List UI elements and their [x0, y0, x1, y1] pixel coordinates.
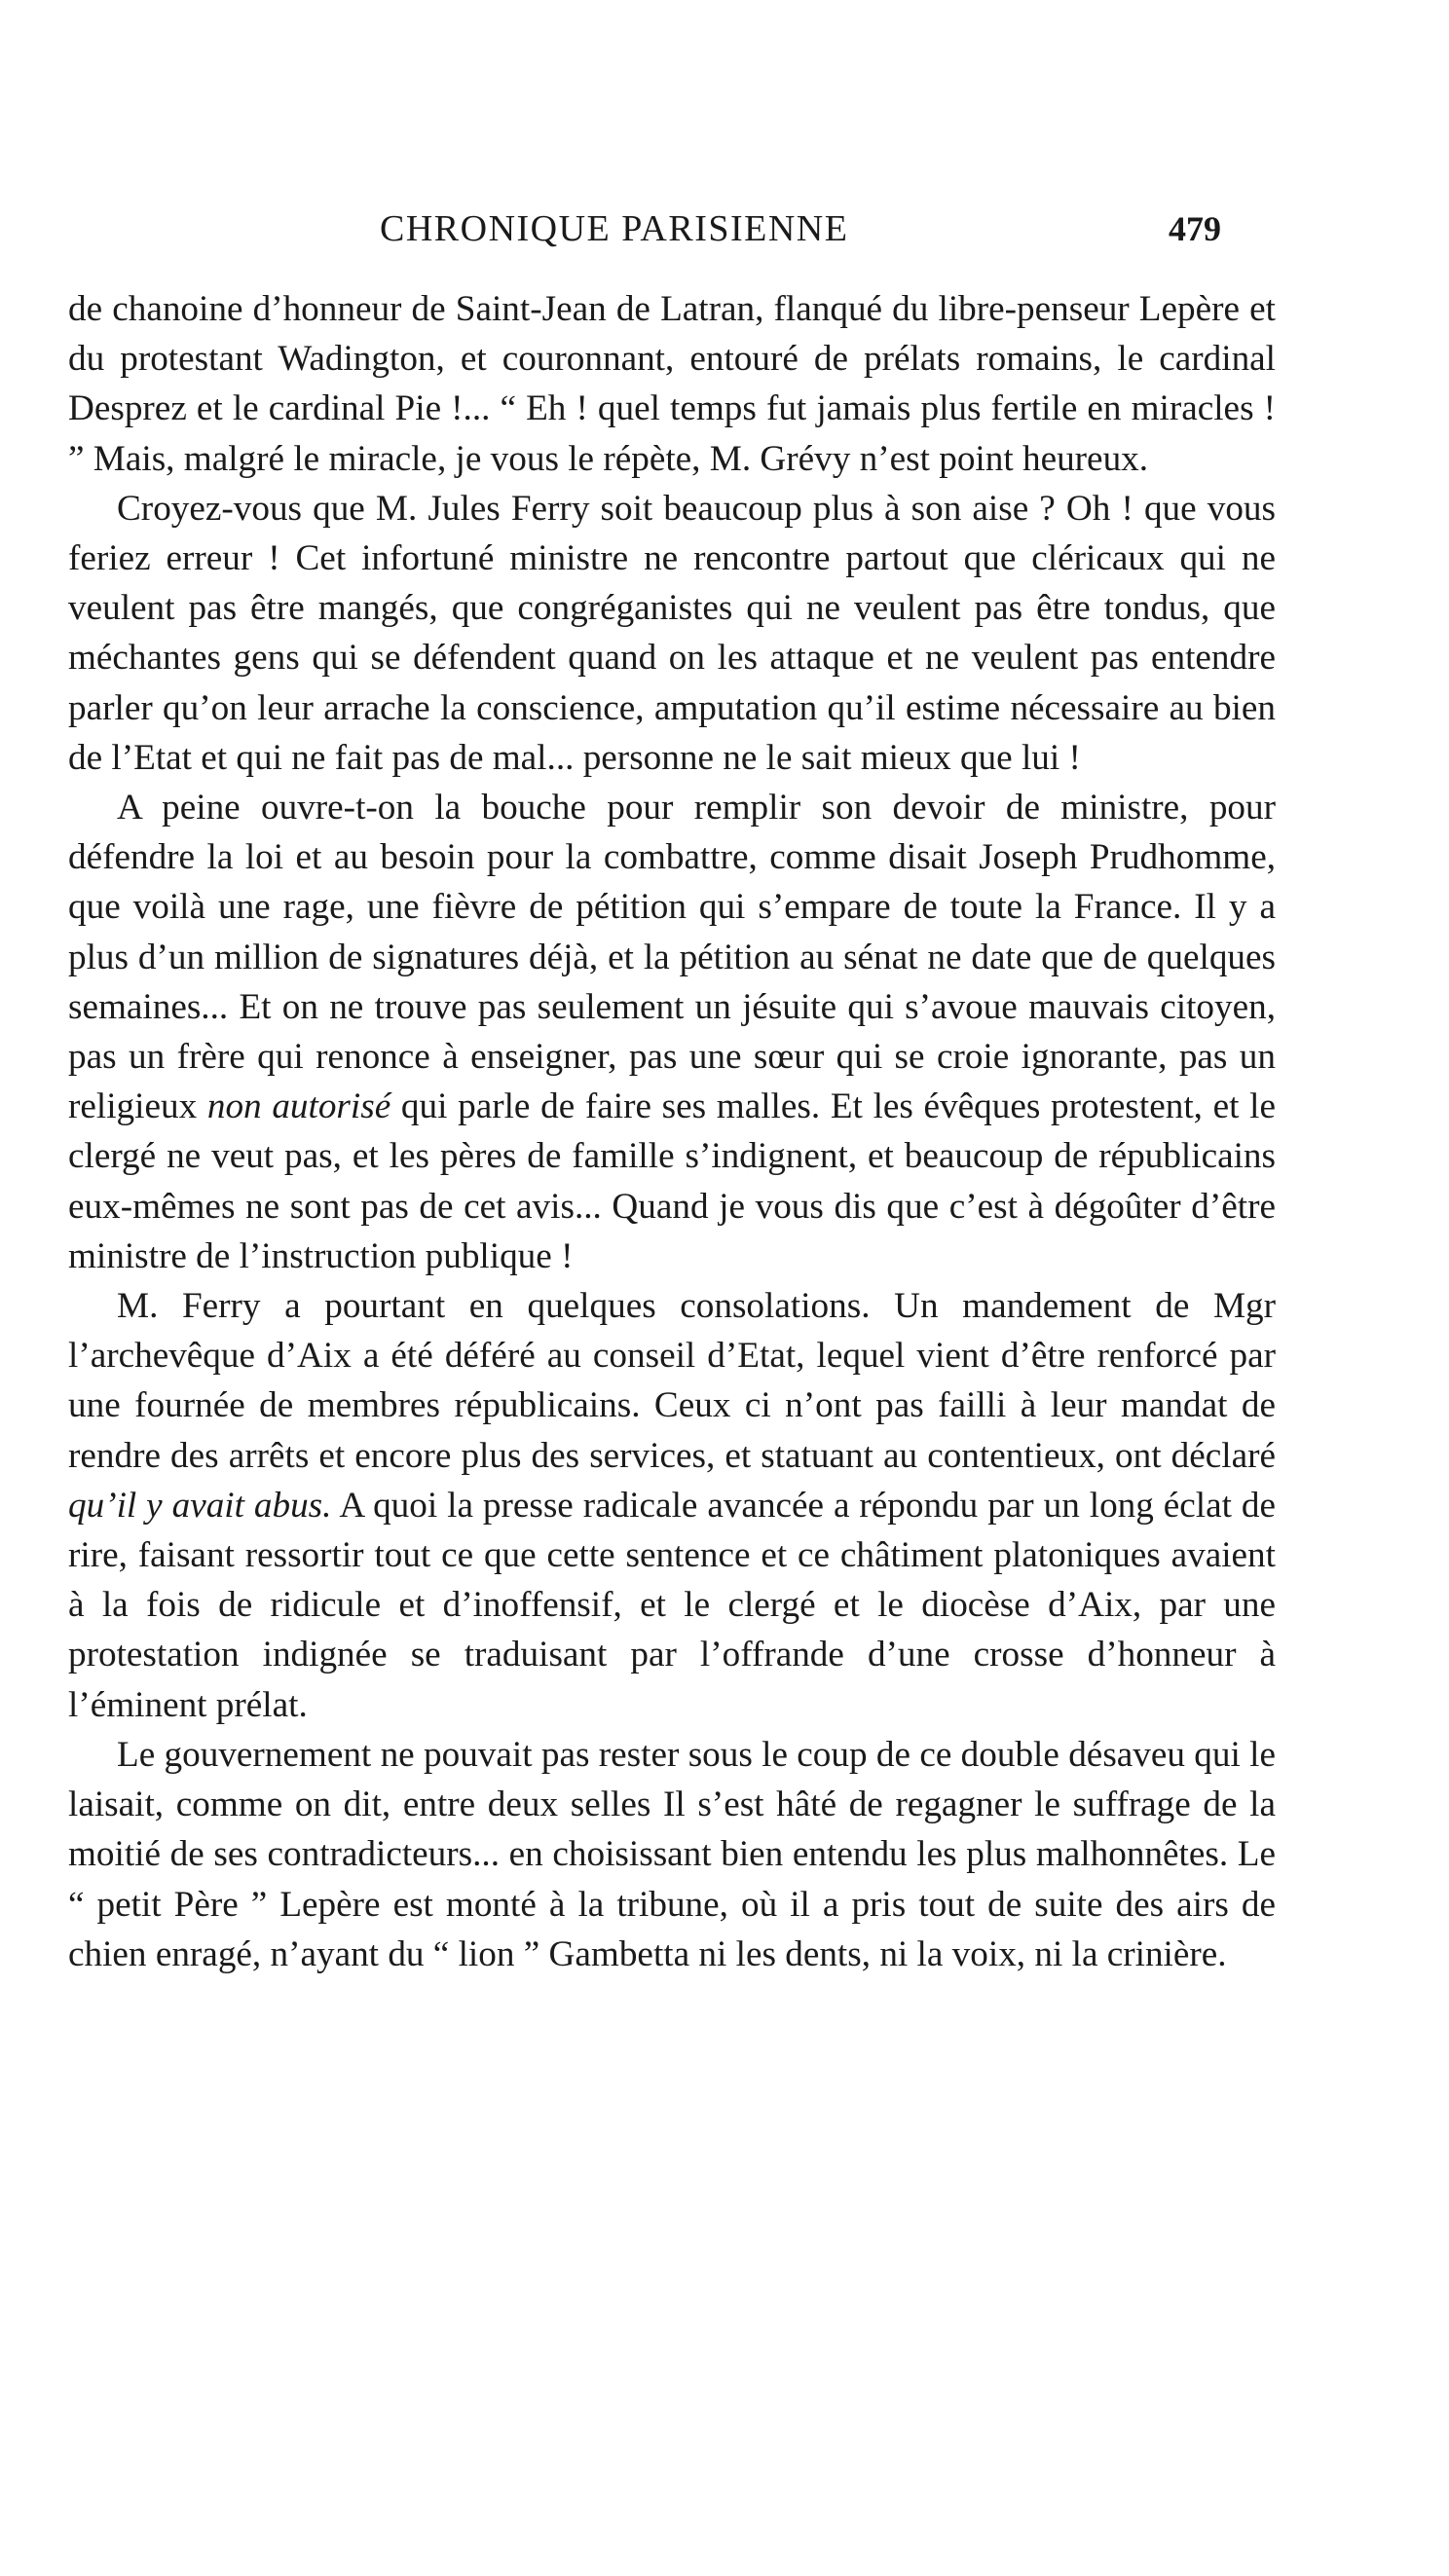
- italic-abus: qu’il y avait abus.: [68, 1485, 332, 1526]
- paragraph-gouvernement: Le gouvernement ne pouvait pas rester sous le coup de ce double désaveu qui le laisait, comme on dit, entre deux selles Il s’est hâté de regagner le suffrage de la moitié de ses contradicteurs... en choisissant bien entendu les plus malhonnêtes. Le “ petit Père ” Lepère est monté à la tribune, où il a pris tout de suite des airs de chien enragé, n’ayant du “ lion ” Gambetta ni les dents, ni la voix, ni la crinière.: [68, 1734, 1276, 1974]
- page-number: 479: [1169, 209, 1221, 248]
- paragraph-petition-start: A peine ouvre-t-on la bouche pour remplir son devoir de ministre, pour défendre la loi et au besoin pour la combattre, comme disait Joseph Prudhomme, que voilà une rage, une fièvre de pétition qui s’empare de toute la France. Il y a plus d’un million de signatures déjà, et la pétition au sénat ne date que de quelques semaines... Et on ne trouve pas seulement un jésuite qui s’avoue mauvais citoyen, pas un frère qui renonce à enseigner, pas une sœur qui se croie ignorante, pas un religieux: [68, 788, 1276, 1127]
- paragraph-consolations: [68, 1281, 1276, 1730]
- body-text: [68, 284, 1276, 1979]
- paragraph-consolations-end: A quoi la presse radicale avancée a répondu par un long éclat de rire, faisant ressortir tout ce que cette sentence et ce châtiment platoniques avaient à la fois de ridicule et d’inoffensif, et le clergé et le diocèse d’Aix, par une protestation indignée se traduisant par l’offrande d’une crosse d’honneur à l’éminent prélat.: [68, 1485, 1276, 1725]
- italic-non-autorise: non autorisé: [206, 1086, 391, 1127]
- paragraph-petition-end: qui parle de faire ses malles. Et les évêques protestent, et le clergé ne veut pas, et les pères de famille s’indignent, et beaucoup de républicains eux-mêmes ne sont pas de cet avis... Quand je vous dis que c’est à dégoûter d’être ministre de l’instruction publique !: [68, 1086, 1276, 1276]
- paragraph-continuation: de chanoine d’honneur de Saint-Jean de Latran, flanqué du libre-penseur Lepère et du protestant Wadington, et couronnant, entouré de prélats romains, le cardinal Desprez et le cardinal Pie !... “ Eh ! quel temps fut jamais plus fertile en miracles ! ” Mais, malgré le miracle, je vous le répète, M. Grévy n’est point heureux.: [68, 289, 1276, 479]
- running-head: [0, 200, 1449, 258]
- paragraph-ferry: Croyez-vous que M. Jules Ferry soit beaucoup plus à son aise ? Oh ! que vous feriez erreur ! Cet infortuné ministre ne rencontre partout que cléricaux qui ne veulent pas être mangés, que congréganistes qui ne veulent pas être tondus, que méchantes gens qui se défendent quand on les attaque et ne veulent pas entendre parler qu’on leur arrache la conscience, amputation qu’il estime nécessaire au bien de l’Etat et qui ne fait pas de mal... personne ne le sait mieux que lui !: [68, 488, 1276, 778]
- paragraph-consolations-start: M. Ferry a pourtant en quelques consolations. Un mandement de Mgr l’archevêque d’Aix a été déféré au conseil d’Etat, lequel vient d’être renforcé par une fournée de membres républicains. Ceux ci n’ont pas failli à leur mandat de rendre des arrêts et encore plus des services, et statuant au contentieux, ont déclaré: [68, 1286, 1276, 1476]
- running-title: CHRONIQUE PARISIENNE: [380, 208, 849, 249]
- paragraph-petition: [68, 783, 1276, 1281]
